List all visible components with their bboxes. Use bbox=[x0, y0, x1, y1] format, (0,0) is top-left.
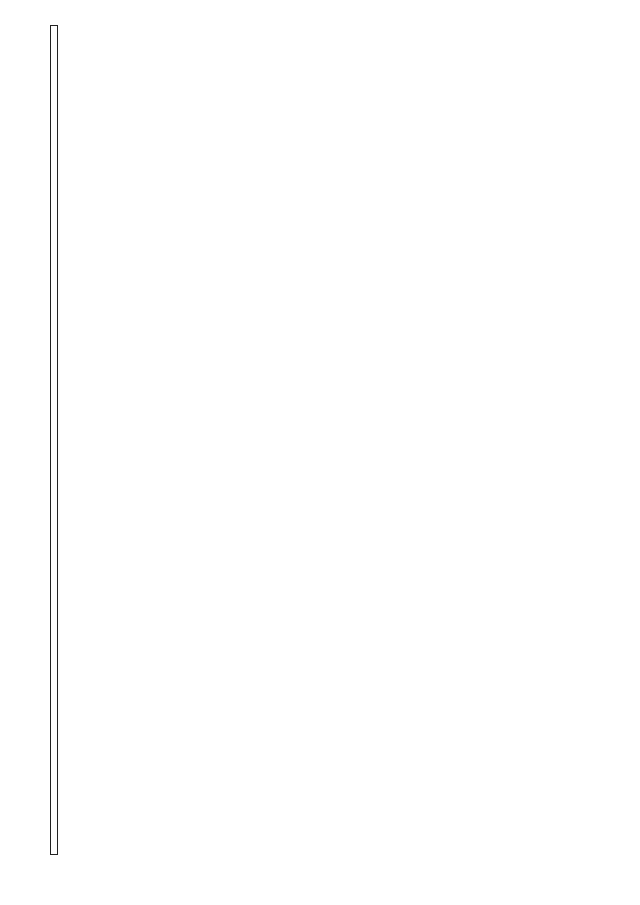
program-table bbox=[50, 25, 58, 855]
section-row-group bbox=[51, 26, 58, 855]
rotated-table-container bbox=[50, 25, 595, 855]
section-task-heading bbox=[51, 26, 58, 855]
